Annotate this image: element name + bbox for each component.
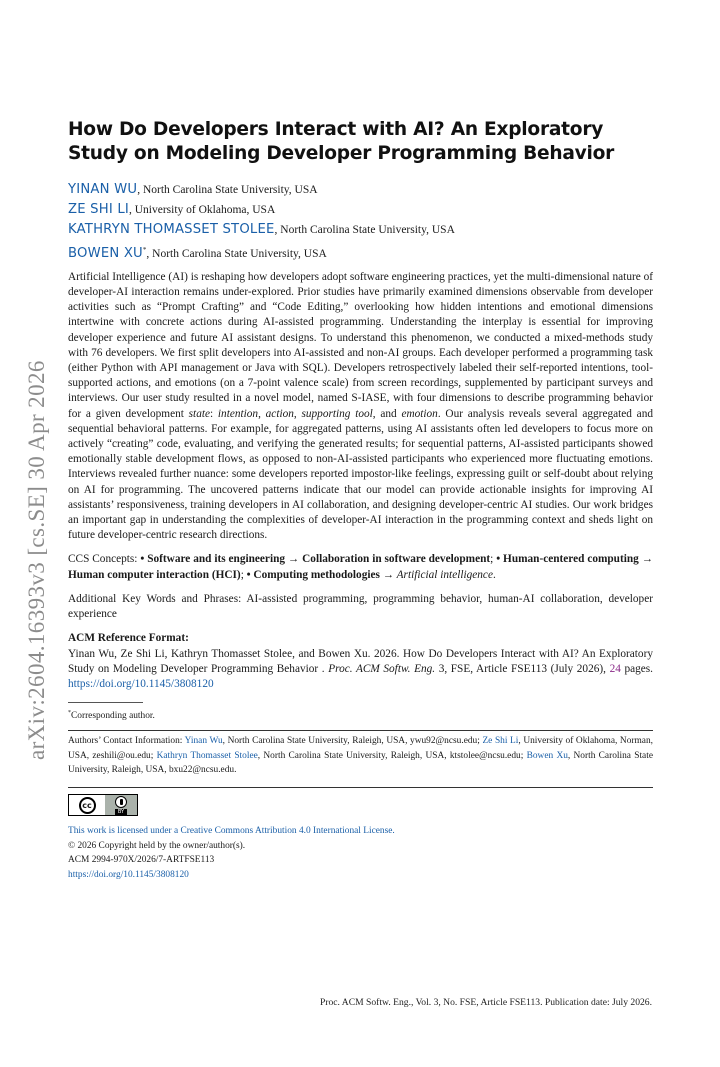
acm-identifier: ACM 2994-970X/2026/7-ARTFSE113: [68, 855, 215, 866]
reference-pages-link[interactable]: 24: [609, 662, 621, 675]
author-affiliation: , North Carolina State University, USA: [137, 184, 318, 196]
license-statement-link[interactable]: This work is licensed under a Creative Commons Attribution 4.0 International License.: [68, 826, 395, 837]
ccs-concept-tail: Artificial intelligence: [394, 568, 493, 581]
author-entry: [68, 180, 653, 200]
contact-author-link[interactable]: Ze Shi Li: [482, 736, 519, 747]
reference-text: 3, FSE, Article FSE113 (July 2026),: [435, 662, 610, 675]
ccs-separator: ;: [240, 568, 247, 581]
abstract-term-state: state: [188, 407, 210, 420]
by-person-icon: [115, 796, 127, 808]
paper-title: How Do Developers Interact with AI? An Exploratory Study on Modeling Developer Programming Behavior: [68, 119, 615, 164]
corresponding-marker: *: [142, 246, 147, 254]
reference-text: pages.: [620, 662, 654, 675]
copyright-line: © 2026 Copyright held by the owner/author(s).: [68, 840, 246, 851]
author-entry: [68, 240, 653, 264]
ccs-end: .: [492, 568, 496, 581]
by-logo: [105, 795, 137, 815]
contact-author-link[interactable]: Kathryn Thomasset Stolee: [156, 750, 258, 761]
ccs-concept: • Human-centered computing → Human computer interaction (HCI): [68, 553, 653, 581]
contact-label: Authors’ Contact Information:: [68, 736, 185, 747]
footnote-text: Corresponding author.: [71, 711, 155, 722]
ccs-label: CCS Concepts:: [68, 553, 141, 566]
contact-information: [68, 734, 653, 777]
paper-content: [68, 118, 653, 882]
author-entry: [68, 200, 653, 220]
author-affiliation: , North Carolina State University, USA: [274, 224, 455, 236]
license-block: [68, 824, 653, 882]
footnote: [68, 707, 653, 722]
contact-author-link[interactable]: Bowen Xu: [526, 750, 568, 761]
footnote-marker: *: [68, 710, 71, 717]
abstract-text: ,: [293, 407, 302, 420]
author-list: [68, 180, 653, 264]
keywords-text: AI-assisted programming, programming behavior, human-AI collaboration, developer experience: [68, 592, 653, 621]
arxiv-identifier: arXiv:2604.16393v3 [cs.SE] 30 Apr 2026: [24, 360, 49, 760]
keywords: [68, 592, 653, 622]
abstract-text: ,: [258, 407, 266, 420]
page-footer: Proc. ACM Softw. Eng., Vol. 3, No. FSE, Article FSE113. Publication date: July 2026.: [319, 997, 652, 1008]
keywords-label: Additional Key Words and Phrases:: [68, 592, 247, 605]
author-entry: [68, 220, 653, 240]
author-affiliation: , University of Oklahoma, USA: [128, 204, 276, 216]
contact-text: , North Carolina State University, Raleigh, USA, ywu92@ncsu.edu;: [222, 736, 483, 747]
ccs-concept: • Software and its engineering → Collaboration in software development: [140, 553, 491, 566]
reference-journal: Proc. ACM Softw. Eng.: [328, 662, 436, 675]
abstract-term-supporting-tool: supporting tool: [301, 407, 373, 420]
abstract-term-emotion: emotion: [401, 407, 438, 420]
author-affiliation: , North Carolina State University, USA: [146, 247, 327, 260]
ccs-separator: ;: [490, 553, 497, 566]
reference-doi-link[interactable]: https://doi.org/10.1145/3808120: [68, 677, 214, 690]
reference-text: Yinan Wu, Ze Shi Li, Kathryn Thomasset Stolee, and Bowen Xu. 2026. How Do Developers Interact with AI? An Exploratory Study on Modeling Developer Programming Behavior .: [68, 647, 653, 675]
author-name[interactable]: KATHRYN THOMASSET STOLEE: [68, 222, 275, 237]
license-rule: [68, 787, 653, 788]
contact-rule: [68, 730, 653, 731]
abstract-term-intention: intention: [217, 407, 259, 420]
author-name[interactable]: ZE SHI LI: [68, 202, 129, 217]
contact-text: , University of Oklahoma, Norman, USA, zeshili@ou.edu;: [68, 736, 653, 761]
cc-by-badge[interactable]: [68, 794, 138, 816]
footnote-rule: [68, 702, 143, 703]
abstract-text: Artificial Intelligence (AI) is reshaping how developers adopt software engineering practices, yet the multi-dimensional nature of developer-AI interaction remains under-explored. Prior studies have primarily examined dimensions observable from developer activities such as “Prompt Crafting” and “Code Editing,” overlooking how hidden intentions and emotional dimensions intertwine with concrete actions during AI-assisted programming. Understanding the interplay is essential for improving developer experience and future AI assistant designs. To understand this phenomenon, we conducted a mixed-methods study with 76 developers. We first split developers into AI-assisted and non-AI groups. Each developer performed a programming task (either Python with API management or Java with SQL). Developers retrospectively labeled their self-reported intentions, tool-supported actions, and emotions (on a 7-point valence scale) from screen recordings, supplemented by participant surveys and interviews. Our user study resulted in a novel model, named S-IASE, with four dimensions to describe programming behavior for a given development: [68, 270, 653, 420]
contact-text: , North Carolina State University, Raleigh, USA, bxu22@ncsu.edu.: [68, 750, 653, 776]
license-doi-link[interactable]: https://doi.org/10.1145/3808120: [68, 869, 189, 880]
abstract-text: :: [210, 407, 218, 420]
abstract: [68, 270, 653, 544]
cc-logo: [69, 795, 105, 815]
author-name[interactable]: BOWEN XU: [68, 245, 143, 261]
acm-reference: [68, 631, 653, 692]
ccs-concepts: [68, 552, 653, 582]
contact-author-link[interactable]: Yinan Wu: [184, 736, 223, 747]
abstract-term-action: action: [265, 407, 294, 420]
abstract-text: . Our analysis reveals several aggregated and sequential behavioral patterns. For example, for aggregated patterns, using AI assistants often led developers to focus more on actively “creating” code, evaluating, and verifying the generated results; for sequential patterns, AI-assisted participants showed emotionally stable development flows, as opposed to non-AI-assisted participants who experienced more fluctuating emotions. Interviews revealed further nuance: some developers reported impostor-like feelings, expressing guilt or self-doubt about relying on AI for programming. The uncovered patterns indicate that our model can provide actionable insights for improving AI assistants’ responsiveness, training developers in AI collaboration, and designing developer-centric AI studies. Our work bridges an important gap in understanding the complexities of developer-AI interaction in the programming context and sheds light on future developer-centric research directions.: [68, 407, 653, 542]
ccs-concept: • Computing methodologies →: [246, 568, 395, 581]
author-name[interactable]: YINAN WU: [68, 182, 138, 197]
contact-text: , North Carolina State University, Raleigh, USA, ktstolee@ncsu.edu;: [257, 750, 527, 761]
abstract-text: , and: [372, 407, 402, 420]
by-label: BY: [115, 809, 127, 815]
cc-icon: cc: [79, 797, 96, 814]
reference-heading: ACM Reference Format:: [68, 632, 189, 645]
